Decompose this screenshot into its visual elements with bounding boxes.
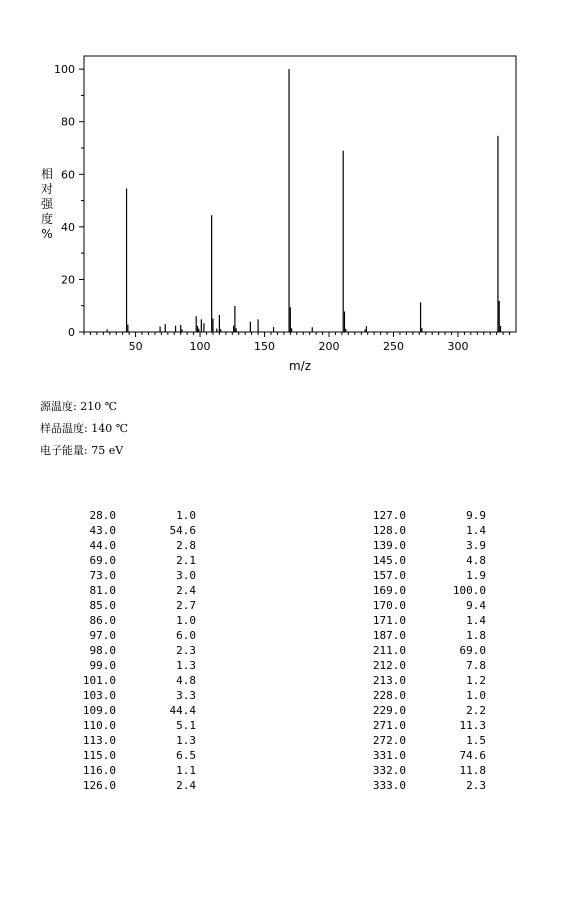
electron-energy: 电子能量: 75 eV bbox=[40, 444, 124, 457]
intensity-value: 5.1 bbox=[176, 719, 196, 732]
table-row bbox=[58, 688, 196, 703]
mz-value: 103.0 bbox=[82, 689, 116, 702]
mz-value: 331.0 bbox=[372, 749, 406, 762]
table-row bbox=[348, 553, 486, 568]
intensity-value: 1.5 bbox=[466, 734, 486, 747]
y-axis bbox=[54, 63, 84, 339]
mz-value: 101.0 bbox=[82, 674, 116, 687]
table-row bbox=[348, 703, 486, 718]
table-row bbox=[348, 583, 486, 598]
table-row bbox=[58, 718, 196, 733]
mz-value: 169.0 bbox=[372, 584, 406, 597]
intensity-value: 1.9 bbox=[466, 569, 486, 582]
mz-value: 332.0 bbox=[372, 764, 406, 777]
mz-value: 157.0 bbox=[372, 569, 406, 582]
intensity-value: 69.0 bbox=[459, 644, 486, 657]
mz-value: 99.0 bbox=[89, 659, 116, 672]
table-row bbox=[348, 688, 486, 703]
intensity-value: 9.4 bbox=[466, 599, 486, 612]
table-row bbox=[348, 748, 486, 763]
table-row bbox=[348, 718, 486, 733]
intensity-value: 6.0 bbox=[176, 629, 196, 642]
mz-value: 271.0 bbox=[372, 719, 406, 732]
intensity-value: 1.0 bbox=[176, 614, 196, 627]
table-row bbox=[348, 568, 486, 583]
y-label-char: 相 bbox=[40, 167, 54, 181]
intensity-value: 2.3 bbox=[466, 779, 486, 792]
intensity-value: 2.8 bbox=[176, 539, 196, 552]
table-row bbox=[348, 763, 486, 778]
instrument-conditions bbox=[40, 396, 128, 462]
intensity-value: 1.4 bbox=[466, 524, 486, 537]
table-row bbox=[58, 508, 196, 523]
table-row bbox=[58, 658, 196, 673]
y-tick-label: 100 bbox=[54, 63, 75, 77]
mz-value: 228.0 bbox=[372, 689, 406, 702]
table-row bbox=[58, 613, 196, 628]
table-row bbox=[348, 598, 486, 613]
table-row bbox=[58, 703, 196, 718]
mz-value: 43.0 bbox=[89, 524, 116, 537]
intensity-value: 1.8 bbox=[466, 629, 486, 642]
intensity-value: 1.0 bbox=[176, 509, 196, 522]
table-row bbox=[58, 583, 196, 598]
y-label-char: % bbox=[41, 227, 53, 241]
intensity-value: 1.1 bbox=[176, 764, 196, 777]
mz-value: 115.0 bbox=[82, 749, 116, 762]
intensity-value: 2.4 bbox=[176, 584, 196, 597]
intensity-value: 11.3 bbox=[459, 719, 486, 732]
table-row bbox=[58, 748, 196, 763]
table-row bbox=[348, 508, 486, 523]
mz-value: 211.0 bbox=[372, 644, 406, 657]
intensity-value: 3.9 bbox=[466, 539, 486, 552]
mz-value: 139.0 bbox=[372, 539, 406, 552]
intensity-value: 1.0 bbox=[466, 689, 486, 702]
y-tick-label: 60 bbox=[61, 168, 75, 182]
y-label-char: 强 bbox=[40, 197, 54, 211]
intensity-value: 11.8 bbox=[459, 764, 486, 777]
x-tick-label: 50 bbox=[128, 340, 143, 353]
intensity-value: 2.1 bbox=[176, 554, 196, 567]
mz-value: 145.0 bbox=[372, 554, 406, 567]
spectrum-peaks bbox=[107, 69, 500, 332]
mz-value: 126.0 bbox=[82, 779, 116, 792]
intensity-value: 1.2 bbox=[466, 674, 486, 687]
table-row bbox=[348, 628, 486, 643]
y-tick-label: 20 bbox=[61, 273, 75, 287]
intensity-value: 74.6 bbox=[459, 749, 486, 762]
mz-value: 28.0 bbox=[89, 509, 116, 522]
plot-frame bbox=[84, 56, 516, 332]
table-row bbox=[58, 733, 196, 748]
intensity-value: 7.8 bbox=[466, 659, 486, 672]
intensity-value: 44.4 bbox=[169, 704, 196, 717]
intensity-value: 1.3 bbox=[176, 659, 196, 672]
table-row bbox=[58, 568, 196, 583]
mz-value: 213.0 bbox=[372, 674, 406, 687]
table-row bbox=[348, 778, 486, 793]
table-row bbox=[58, 523, 196, 538]
table-row bbox=[58, 628, 196, 643]
mz-value: 109.0 bbox=[82, 704, 116, 717]
mz-value: 86.0 bbox=[89, 614, 116, 627]
y-label-char: 对 bbox=[40, 182, 54, 196]
mz-value: 212.0 bbox=[372, 659, 406, 672]
table-row bbox=[58, 778, 196, 793]
mz-value: 110.0 bbox=[82, 719, 116, 732]
table-row bbox=[348, 658, 486, 673]
sample-temperature: 样品温度: 140 ℃ bbox=[40, 422, 128, 435]
table-row bbox=[348, 673, 486, 688]
table-row bbox=[348, 733, 486, 748]
mz-value: 69.0 bbox=[89, 554, 116, 567]
y-tick-label: 0 bbox=[68, 326, 75, 339]
mz-value: 98.0 bbox=[89, 644, 116, 657]
y-axis-label bbox=[41, 166, 54, 241]
mz-value: 229.0 bbox=[372, 704, 406, 717]
mz-value: 85.0 bbox=[89, 599, 116, 612]
mz-value: 116.0 bbox=[82, 764, 116, 777]
mz-value: 113.0 bbox=[82, 734, 116, 747]
intensity-value: 9.9 bbox=[466, 509, 486, 522]
intensity-value: 1.4 bbox=[466, 614, 486, 627]
table-row bbox=[348, 613, 486, 628]
mz-value: 128.0 bbox=[372, 524, 406, 537]
intensity-value: 54.6 bbox=[169, 524, 196, 537]
intensity-value: 2.4 bbox=[176, 779, 196, 792]
table-row bbox=[348, 538, 486, 553]
peak-table-right bbox=[348, 508, 486, 793]
mz-value: 81.0 bbox=[89, 584, 116, 597]
x-tick-label: 250 bbox=[382, 340, 404, 353]
intensity-value: 3.3 bbox=[176, 689, 196, 702]
y-tick-label: 40 bbox=[61, 220, 75, 234]
table-row bbox=[348, 643, 486, 658]
intensity-value: 4.8 bbox=[176, 674, 196, 687]
mz-value: 333.0 bbox=[372, 779, 406, 792]
intensity-value: 6.5 bbox=[176, 749, 196, 762]
x-tick-label: 150 bbox=[254, 340, 276, 353]
intensity-value: 2.7 bbox=[176, 599, 196, 612]
x-axis bbox=[84, 332, 510, 353]
y-label-char: 度 bbox=[40, 212, 54, 226]
table-row bbox=[58, 673, 196, 688]
table-row bbox=[58, 553, 196, 568]
y-tick-label: 80 bbox=[61, 115, 75, 129]
x-tick-label: 300 bbox=[447, 340, 469, 353]
mass-spectrum-chart bbox=[0, 0, 570, 385]
source-temperature: 源温度: 210 ℃ bbox=[40, 400, 117, 413]
mz-value: 272.0 bbox=[372, 734, 406, 747]
table-row bbox=[58, 643, 196, 658]
x-tick-label: 100 bbox=[189, 340, 211, 353]
table-row bbox=[58, 598, 196, 613]
mz-value: 97.0 bbox=[89, 629, 116, 642]
mz-value: 127.0 bbox=[372, 509, 406, 522]
mz-value: 171.0 bbox=[372, 614, 406, 627]
table-row bbox=[348, 523, 486, 538]
table-row bbox=[58, 538, 196, 553]
intensity-value: 2.3 bbox=[176, 644, 196, 657]
x-tick-label: 200 bbox=[318, 340, 340, 353]
intensity-value: 3.0 bbox=[176, 569, 196, 582]
peak-table-left bbox=[58, 508, 196, 793]
table-row bbox=[58, 763, 196, 778]
mz-value: 170.0 bbox=[372, 599, 406, 612]
intensity-value: 1.3 bbox=[176, 734, 196, 747]
intensity-value: 100.0 bbox=[452, 584, 486, 597]
mz-value: 73.0 bbox=[89, 569, 116, 582]
mz-value: 44.0 bbox=[89, 539, 116, 552]
intensity-value: 4.8 bbox=[466, 554, 486, 567]
x-axis-label: m/z bbox=[288, 359, 312, 373]
mz-value: 187.0 bbox=[372, 629, 406, 642]
intensity-value: 2.2 bbox=[466, 704, 486, 717]
